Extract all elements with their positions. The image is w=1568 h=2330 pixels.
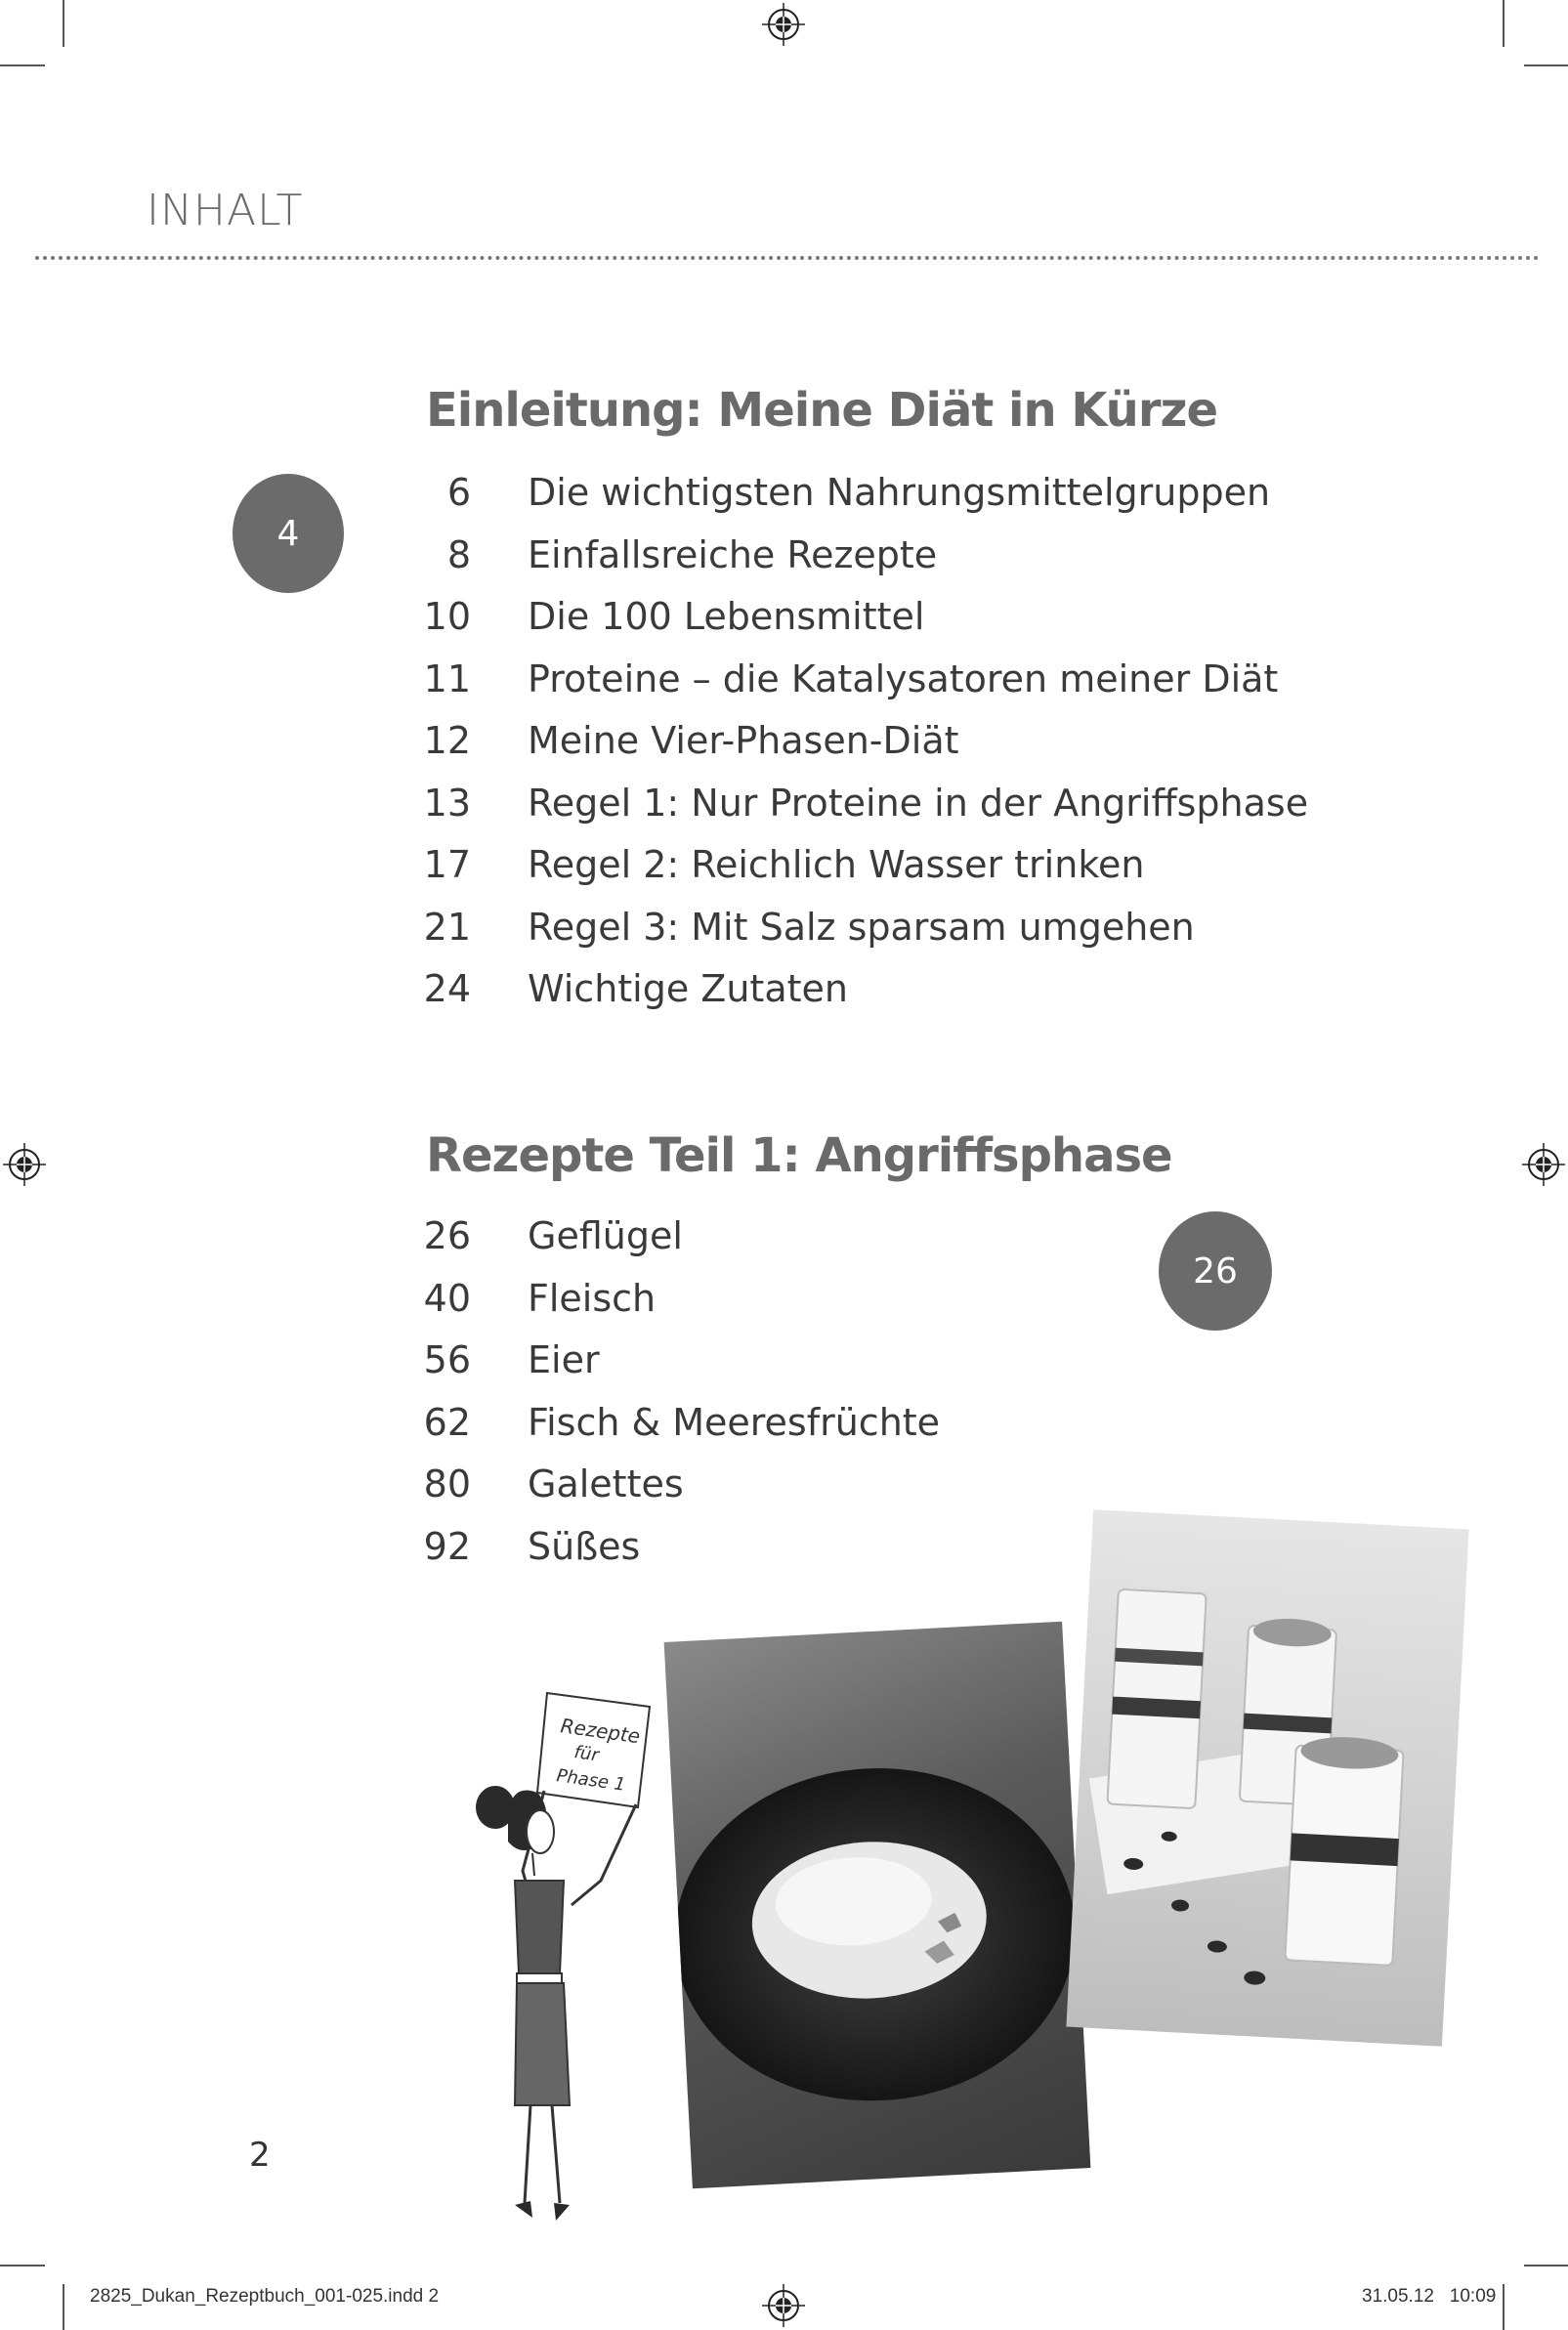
- crop-mark-bottom-right-h: [1524, 2265, 1568, 2266]
- svg-text:für: für: [572, 1742, 601, 1766]
- toc-entry-title: Die 100 Lebensmittel: [528, 595, 925, 638]
- crop-mark-bottom-left-v: [63, 2284, 64, 2330]
- toc-entry-title: Fleisch: [528, 1277, 657, 1320]
- toc-entry-title: Geflügel: [528, 1214, 683, 1257]
- toc-entry-page: 26: [423, 1214, 471, 1257]
- registration-mark-bottom-icon: [762, 2284, 805, 2327]
- toc-entry-page: 17: [423, 843, 471, 886]
- toc-entry-page: 56: [423, 1338, 471, 1381]
- crop-mark-bottom-left-h: [0, 2265, 45, 2266]
- crop-mark-top-left-v: [63, 0, 64, 47]
- toc-entry-title: Proteine – die Katalysatoren meiner Diät: [528, 657, 1279, 700]
- crop-mark-top-right-v: [1503, 0, 1504, 47]
- toc-entry-title: Regel 1: Nur Proteine in der Angriffsphase: [528, 782, 1309, 825]
- toc-entry-title: Wichtige Zutaten: [528, 967, 848, 1010]
- toc-entry-page: 8: [446, 533, 471, 576]
- toc-entry-page: 6: [446, 471, 471, 514]
- print-slug-filename: 2825_Dukan_Rezeptbuch_001-025.indd 2: [90, 2286, 440, 2307]
- food-photo-dessert-glasses: [1066, 1509, 1468, 2046]
- toc-entry-title: Die wichtigsten Nahrungsmittelgruppen: [528, 471, 1271, 514]
- section-title-rezepte: Rezepte Teil 1: Angriffsphase: [426, 1128, 1172, 1183]
- toc-entry-page: 80: [423, 1462, 471, 1505]
- header-dotted-rule: [35, 256, 1540, 260]
- registration-mark-left-icon: [3, 1143, 46, 1186]
- toc-entry-page: 12: [423, 719, 471, 762]
- toc-entry-page: 62: [423, 1401, 471, 1444]
- svg-text:Rezepte: Rezepte: [559, 1714, 642, 1749]
- toc-entry-title: Fisch & Meeresfrüchte: [528, 1401, 941, 1444]
- toc-entry-title: Regel 2: Reichlich Wasser trinken: [528, 843, 1145, 886]
- toc-entry-title: Galettes: [528, 1462, 684, 1505]
- section-page-badge: 4: [233, 474, 344, 593]
- page-header-title: INHALT: [147, 186, 304, 235]
- toc-entry-page: 13: [423, 782, 471, 825]
- section-page-badge: 26: [1159, 1211, 1272, 1331]
- toc-entry-title: Einfallsreiche Rezepte: [528, 533, 938, 576]
- crop-mark-bottom-right-v: [1503, 2284, 1504, 2330]
- crop-mark-top-right-h: [1524, 64, 1568, 66]
- toc-entry-page: 24: [423, 967, 471, 1010]
- page-number: 2: [249, 2136, 271, 2175]
- registration-mark-top-icon: [762, 3, 805, 46]
- toc-entry-title: Meine Vier-Phasen-Diät: [528, 719, 959, 762]
- toc-entry-title: Süßes: [528, 1525, 641, 1568]
- toc-entry-page: 10: [423, 595, 471, 638]
- toc-entry-title: Regel 3: Mit Salz sparsam umgehen: [528, 906, 1195, 949]
- section-title-einleitung: Einleitung: Meine Diät in Kürze: [426, 383, 1218, 438]
- svg-text:Phase 1: Phase 1: [555, 1765, 627, 1796]
- toc-entry-page: 11: [423, 657, 471, 700]
- registration-mark-right-icon: [1522, 1143, 1565, 1186]
- toc-entry-page: 21: [423, 906, 471, 949]
- woman-holding-sign-illustration: [454, 1685, 679, 2232]
- toc-entry-page: 40: [423, 1277, 471, 1320]
- print-slug-timestamp: 31.05.12 10:09: [1362, 2286, 1497, 2307]
- food-photo-bowl: [664, 1622, 1091, 2189]
- crop-mark-top-left-h: [0, 64, 45, 66]
- toc-entry-page: 92: [423, 1525, 471, 1568]
- toc-entry-title: Eier: [528, 1338, 600, 1381]
